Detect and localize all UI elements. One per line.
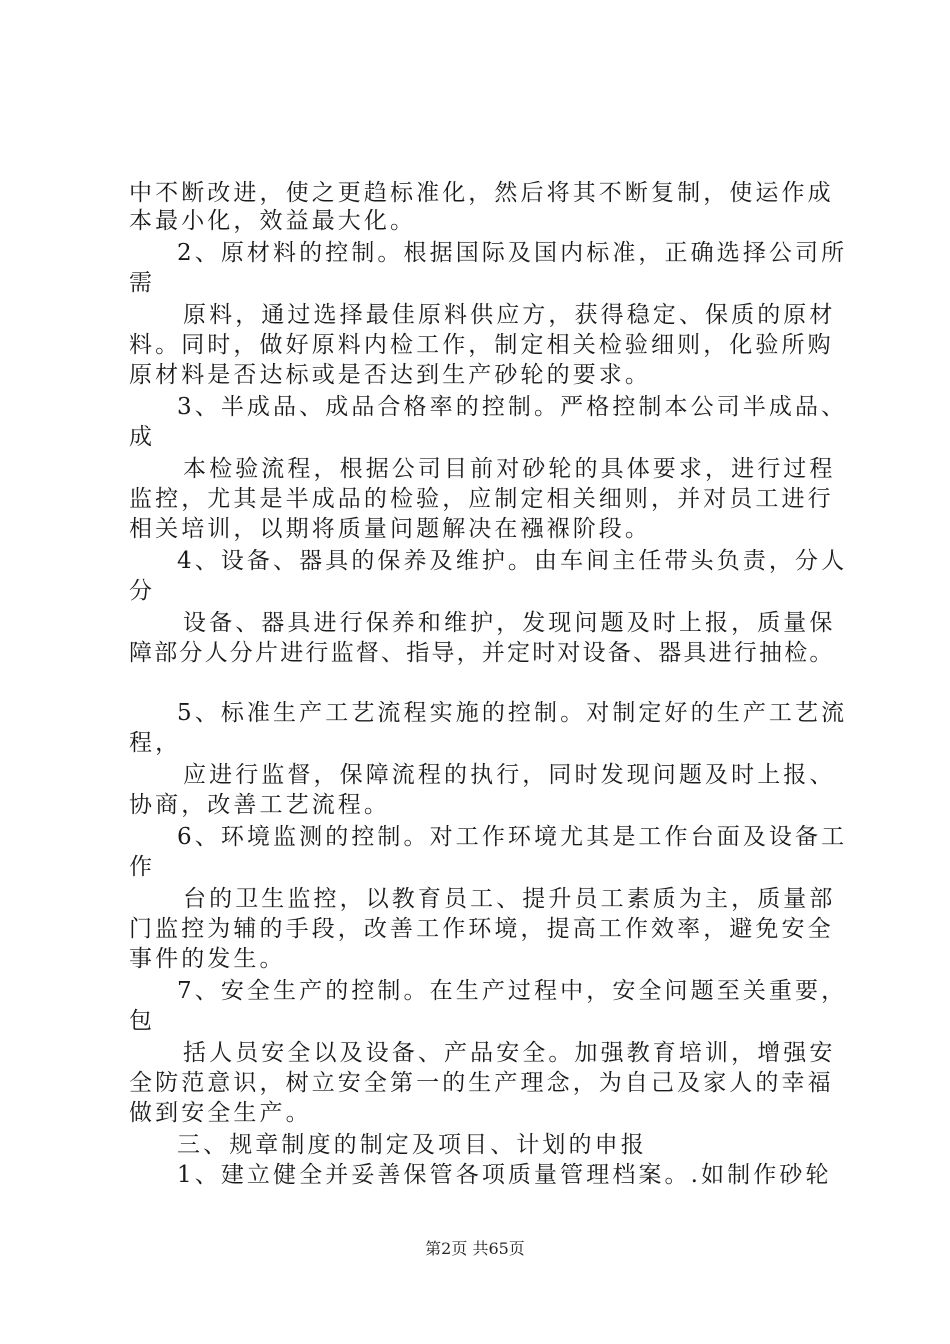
text-line: 2、原材料的控制。根据国际及国内标准，正确选择公司所 bbox=[177, 240, 848, 266]
text-line: 监控，尤其是半成品的检验，应制定相关细则，并对员工进行 bbox=[129, 486, 834, 512]
text-line: 全防范意识，树立安全第一的生产理念，为自己及家人的幸福 bbox=[129, 1070, 834, 1096]
text-line: 分 bbox=[129, 578, 156, 604]
text-line: 3、半成品、成品合格率的控制。严格控制本公司半成品、 bbox=[177, 394, 848, 420]
text-line: 本最小化，效益最大化。 bbox=[129, 208, 417, 234]
text-line: 障部分人分片进行监督、指导，并定时对设备、器具进行抽检。 bbox=[129, 640, 835, 666]
text-line: 应进行监督，保障流程的执行，同时发现问题及时上报、 bbox=[183, 762, 836, 788]
text-line: 台的卫生监控，以教育员工、提升员工素质为主，质量部 bbox=[183, 886, 836, 912]
text-line: 包 bbox=[129, 1008, 156, 1034]
section-heading: 三、规章制度的制定及项目、计划的申报 bbox=[177, 1132, 647, 1158]
text-line: 中不断改进，使之更趋标准化，然后将其不断复制，使运作成 bbox=[129, 180, 834, 206]
text-line: 7、安全生产的控制。在生产过程中，安全问题至关重要， bbox=[177, 978, 848, 1004]
text-line: 设备、器具进行保养和维护，发现问题及时上报，质量保 bbox=[183, 610, 836, 636]
text-line: 需 bbox=[129, 270, 156, 296]
text-line: 料。同时，做好原料内检工作，制定相关检验细则，化验所购 bbox=[129, 332, 834, 358]
text-line: 事件的发生。 bbox=[129, 946, 286, 972]
text-line: 4、设备、器具的保养及维护。由车间主任带头负责，分人 bbox=[177, 548, 848, 574]
text-line: 协商，改善工艺流程。 bbox=[129, 792, 390, 818]
text-line: 程， bbox=[129, 730, 182, 756]
text-line: 1、建立健全并妥善保管各项质量管理档案。.如制作砂轮 bbox=[177, 1162, 832, 1188]
text-line: 本检验流程，根据公司目前对砂轮的具体要求，进行过程 bbox=[183, 456, 836, 482]
text-line: 相关培训，以期将质量问题解决在襁褓阶段。 bbox=[129, 516, 651, 542]
text-line: 原材料是否达标或是否达到生产砂轮的要求。 bbox=[129, 362, 651, 388]
page-number-footer: 第2页 共65页 bbox=[425, 1239, 525, 1258]
text-line: 门监控为辅的手段，改善工作环境，提高工作效率，避免安全 bbox=[129, 916, 834, 942]
text-line: 作 bbox=[129, 854, 156, 880]
text-line: 括人员安全以及设备、产品安全。加强教育培训，增强安 bbox=[183, 1040, 836, 1066]
text-line: 成 bbox=[129, 424, 156, 450]
text-line: 做到安全生产。 bbox=[129, 1100, 312, 1126]
text-line: 5、标准生产工艺流程实施的控制。对制定好的生产工艺流 bbox=[177, 700, 848, 726]
text-line: 原料，通过选择最佳原料供应方，获得稳定、保质的原材 bbox=[183, 302, 836, 328]
text-line: 6、环境监测的控制。对工作环境尤其是工作台面及设备工 bbox=[177, 824, 848, 850]
